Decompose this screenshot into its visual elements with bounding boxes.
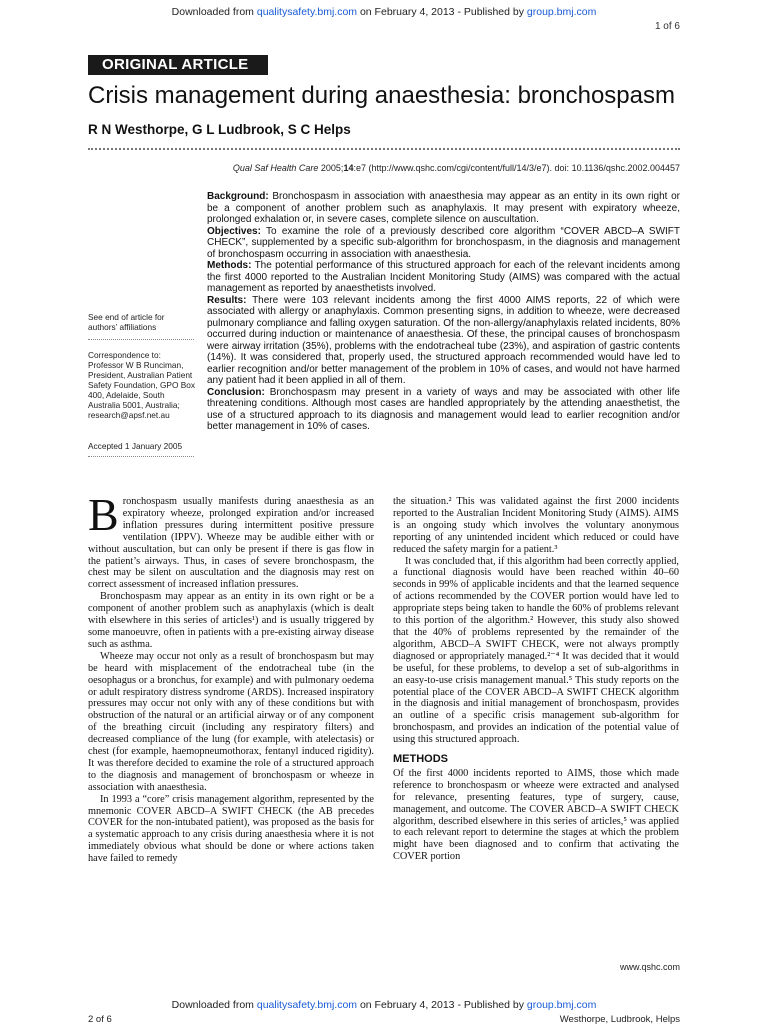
abstract-conclusion: Conclusion: Bronchospasm may present in a variety of ways and may be associated with other life threatening conditions. Although most cases are handled appropriately by the attending anaesthetist, the use of a structured approach to its diagnosis and management would lead to earlier recognition and/or better management in 10% of cases. (207, 386, 680, 432)
accepted-date: Accepted 1 January 2005 (88, 441, 183, 451)
abstract-results: Results: There were 103 relevant incidents among the first 4000 AIMS reports, 22 of which were associated with allergy or anaphylaxis. Common presenting signs, in addition to wheeze, were decreased pulmonary compliance and falling oxygen saturation. Of the non-allergy/anaphylaxis related incidents, 80% occurred during induction or maintenance of anaesthesia. Of these, the principal causes of bronchospasm were airway irritation (35%), problems with the endotracheal tube (23%), and aspiration of gastric contents (14%). It was considered that, properly used, the structured approach recommended would have led to earlier recognition and/or better management of the problem in 10% of cases, and would not have harmed any patient had it been applied in all of them. (207, 294, 680, 386)
body-paragraph: It was concluded that, if this algorithm had been correctly applied, a functional diagnosis would have been reached within 40–60 seconds in 99% of applicable incidents and that the learned sequence of actions recommended by the COVER portion would have led to appropriate steps being taken to handle the 60% of problems relevant to this portion of the algorithm.² However, this study also showed that the 40% of problems represented by the remainder of the algorithm, ABCD–A SWIFT CHECK, were not always promptly diagnosed or appropriately managed.²⁻⁴ It was decided that it would be useful, for these problems, to develop a set of sub-algorithms in an easy-to-use crisis management manual.⁵ This study reports on the potential place of the COVER ABCD–A SWIFT CHECK algorithm in the diagnosis and initial management of bronchospasm, provides an outline of a specific crisis management sub-algorithm for bronchospasm, and provides an indication of the potential value of using this structured approach. (393, 555, 679, 746)
abstract-methods: Methods: The potential performance of this structured approach for each of the relevant incidents among the first 4000 reported to the Australian Incident Monitoring Study (AIMS) was compared with the actual management as reported by anaesthetists involved. (207, 260, 680, 294)
running-authors: Westhorpe, Ludbrook, Helps (559, 1014, 680, 1025)
download-banner-bottom: Downloaded from qualitysafety.bmj.com on February 4, 2013 - Published by group.bmj.com (171, 999, 597, 1011)
abstract-background: Background: Bronchospasm in association with anaesthesia may appear as an entity in its own right or be a component of another problem such as anaphylaxis. It may present with expiratory wheeze, prolonged exhalation or, in severe cases, complete silence on auscultation. (207, 191, 680, 225)
abstract (207, 191, 680, 433)
divider (88, 148, 680, 150)
affiliations-note: See end of article for authors’ affiliations (88, 312, 165, 332)
article-title: Crisis management during anaesthesia: bronchospasm (88, 82, 675, 109)
download-banner-top: Downloaded from qualitysafety.bmj.com on February 4, 2013 - Published by group.bmj.com (171, 6, 597, 18)
body-paragraph: the situation.² This was validated against the first 2000 incidents reported to the Australian Incident Monitoring Study (AIMS). AIMS is an ongoing study which involves the voluntary anonymous reporting of any unintended incident which reduced or could have reduced the safety margin for a patient.³ (393, 496, 679, 555)
methods-heading: METHODS (393, 753, 448, 766)
dropcap: B (88, 489, 119, 540)
body-paragraph: Of the first 4000 incidents reported to AIMS, those which made reference to bronchospasm or wheeze were extracted and analysed for relevance, presenting features, type of surgery, cause, management, and outcome. The COVER ABCD–A SWIFT CHECK algorithm, described elsewhere in this series of articles,⁵ was applied to each relevant report to determine the stages at which the problem might have been diagnosed and to confirm that activating the COVER portion (393, 767, 679, 863)
page-number: 1 of 6 (654, 21, 680, 32)
publisher-link[interactable]: group.bmj.com (526, 999, 597, 1011)
article-authors: R N Westhorpe, G L Ludbrook, S C Helps (88, 122, 351, 137)
body-paragraph: In 1993 a “core” crisis management algorithm, represented by the mnemonic COVER ABCD–A SWIFT CHECK (the AB precedes COVER for the non-intubated patient), was proposed as the basis for a systematic approach to any crisis during anaesthesia where it is not immediately obvious what should be done or where actions taken have failed to remedy (88, 793, 374, 865)
page-number-bottom: 2 of 6 (88, 1014, 112, 1025)
body-column-left (88, 489, 374, 865)
site-link[interactable]: qualitysafety.bmj.com (256, 6, 358, 18)
journal-url: www.qshc.com (619, 962, 680, 972)
body-column-right (393, 496, 679, 863)
publisher-link[interactable]: group.bmj.com (526, 6, 597, 18)
site-link[interactable]: qualitysafety.bmj.com (256, 999, 358, 1011)
body-paragraph: Wheeze may occur not only as a result of bronchospasm but may be heard with misplacement of the endotracheal tube (in the oesophagus or a bronchus, for example) and with pulmonary oedema or adult respiratory distress syndrome (ARDS). Increased inspiratory pressures may occur not only with any of these conditions but with obstruction of the natural or an artificial airway or of any component of the breathing circuit (including any respiratory filters) and decreased compliance of the lung (for example, with atelectasis) or chest (for example, haemopneumothorax, fentanyl induced rigidity). It was therefore decided to examine the role of a structured approach to the diagnosis and management of bronchospasm or wheeze in association with anaesthesia. (88, 650, 374, 793)
sidebar-divider (88, 456, 194, 457)
body-paragraph: Bronchospasm usually manifests during anaesthesia as an expiratory wheeze, prolonged expiration and/or increased inflation pressures during intermittent positive pressure ventilation (IPPV). Wheeze may be audible either with or without auscultation, but can only be present if there is gas flow in the patient’s airways. Thus, in cases of severe bronchospasm, the chest may be silent on auscultation and the diagnosis may rest on correct assessment of increased inflation pressures. (88, 489, 374, 591)
citation: Qual Saf Health Care 2005;14:e7 (http://www.qshc.com/cgi/content/full/14/3/e7). doi: 10.1136/qshc.2002.004457 (232, 163, 680, 173)
abstract-objectives: Objectives: To examine the role of a previously described core algorithm “COVER ABCD–A SWIFT CHECK”, supplemented by a specific sub-algorithm for bronchospasm, in the diagnosis and management of bronchospasm occurring in association with anaesthesia. (207, 225, 680, 260)
body-paragraph: Bronchospasm may appear as an entity in its own right or be a component of another problem such as anaphylaxis (which is dealt with elsewhere in this series of articles¹) and is usually triggered by some manoeuvre, often in patients with a pre-existing airway disease such as asthma. (88, 591, 374, 650)
section-label: ORIGINAL ARTICLE (88, 55, 268, 75)
correspondence: Correspondence to: Professor W B Runciman, President, Australian Patient Safety Foundation, GPO Box 400, Adelaide, South Australia 5001, Australia; research@apsf.net.au (88, 350, 195, 420)
sidebar-divider (88, 339, 194, 340)
